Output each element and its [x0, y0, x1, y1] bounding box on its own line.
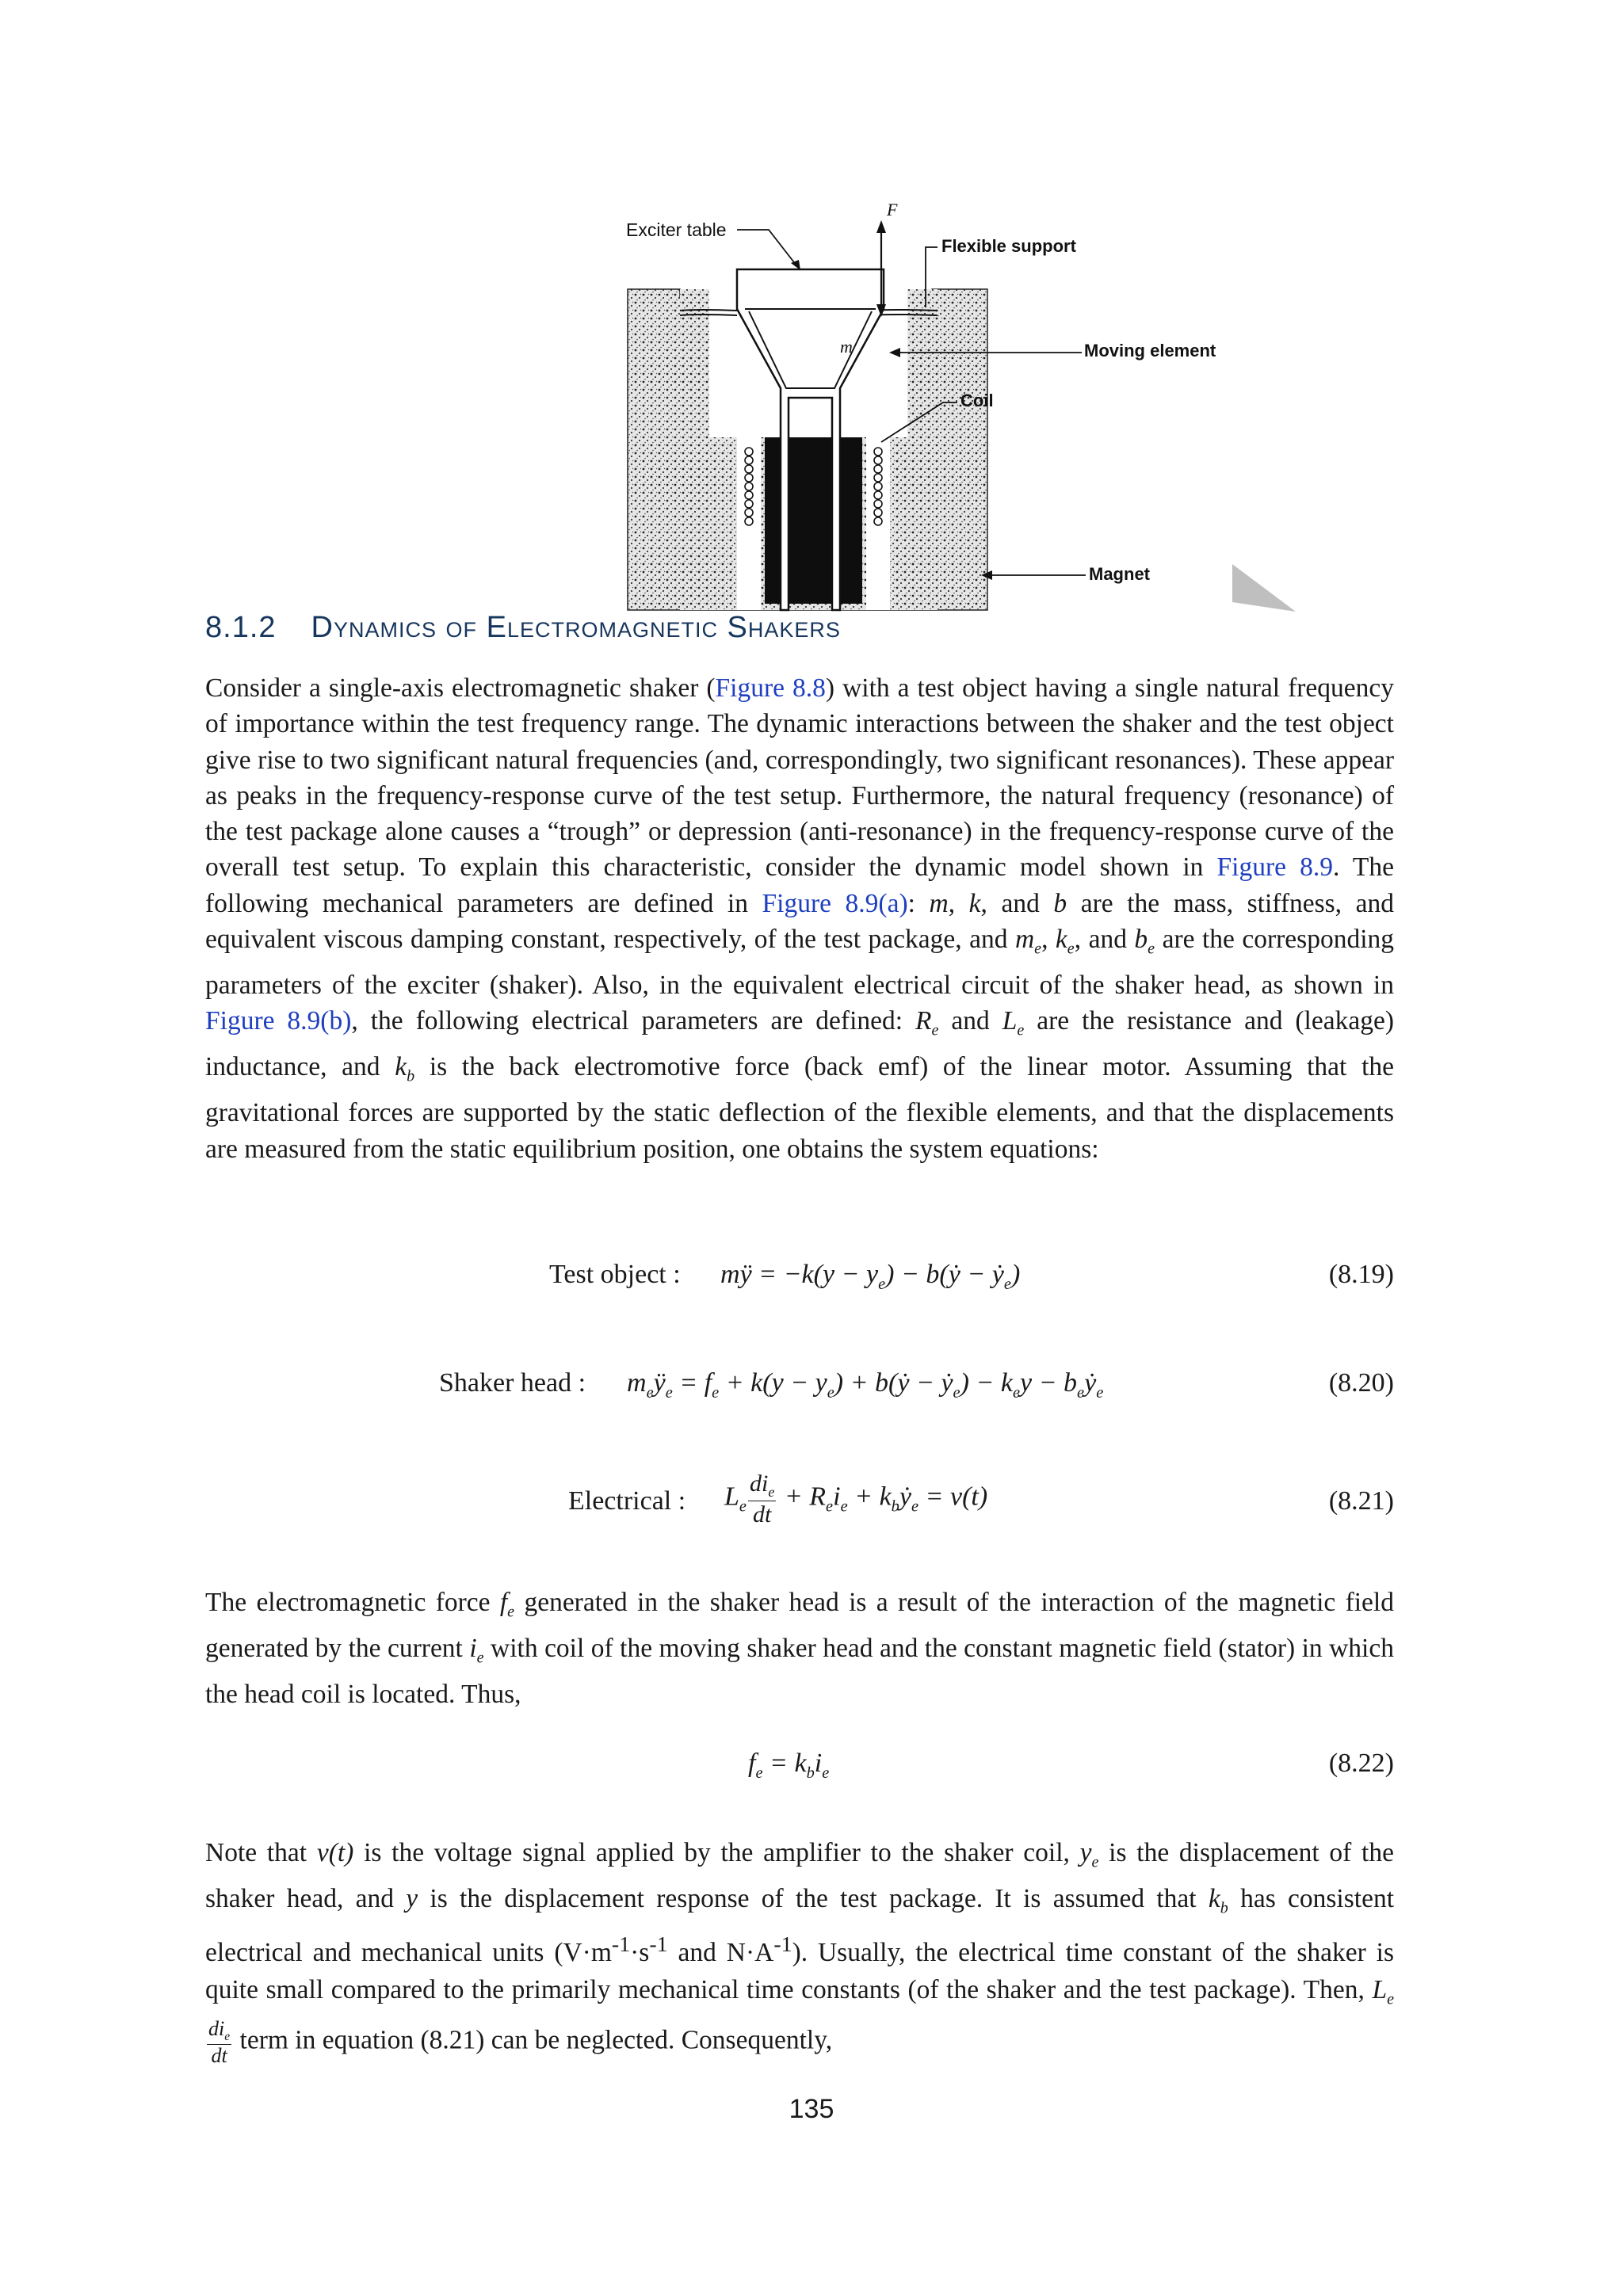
shaker-figure — [610, 190, 1284, 618]
equation-8-22 — [205, 1749, 1394, 1812]
moving-element-label: Moving element — [1084, 341, 1216, 360]
flexible-support-left — [680, 310, 737, 311]
mass-label: m — [840, 337, 853, 357]
body-paragraph-1: Consider a single-axis electromagnetic shaker (Figure 8.8) with a test object having a single natural frequency of importance within the test frequency range. The dynamic interactions between the shaker and the test object give rise to two significant natural frequencies (and, correspondingly, two significant resonances). These appear as peaks in the frequency-response curve of the test setup. Furthermore, the natural frequency (resonance) of the test package alone causes a “trough” or depression (anti-resonance) in the frequency-response curve of the overall test setup. To explain this characteristic, consider the dynamic model shown in Figure 8.9. The following mechanical parameters are defined in Figure 8.9(a): m, k, and b are the mass, stiffness, and equivalent viscous damping constant, respectively, of the test package, and $m_e$, $k_e$, and $b_e$ are the corresponding parameters of the exciter (shaker). Also, in the equivalent electrical circuit of the shaker head, as shown in Figure 8.9(b), the following electrical parameters are defined: $R_e$ and $L_e$ are the resistance and (leakage) inductance, and $k_b$ is the back electromotive force (back emf) of the linear motor. Assuming that the gravitational forces are supported by the static deflection of the flexible elements, and that the displacements are measured from the static equilibrium position, one obtains the system equations: — [205, 673, 1394, 1164]
flexible-support-label: Flexible support — [941, 236, 1076, 256]
figure-8-8-link[interactable]: Figure 8.8 — [715, 673, 826, 703]
section-title: Dynamics of Electromagnetic Shakers — [311, 611, 841, 644]
eq-body: $L_e$ $\frac{di_e}{dt}$ + $R_ei_e$ + $k_bẏ_e = v(t)$ — [724, 1470, 988, 1527]
shaker-diagram — [610, 190, 1284, 618]
eq-number: (8.21) — [1328, 1486, 1394, 1516]
figure-8-9b-link[interactable]: Figure 8.9(b) — [205, 1006, 352, 1036]
next-page-arrow-icon — [1232, 564, 1300, 612]
figure-8-9-link[interactable]: Figure 8.9 — [1216, 852, 1334, 883]
equation-8-19 — [205, 1260, 1394, 1323]
eq-number: (8.22) — [1328, 1749, 1394, 1778]
section-number: 8.1.2 — [205, 611, 277, 644]
eq-label: Shaker head : — [439, 1368, 586, 1398]
magnet-label: Magnet — [1089, 564, 1150, 584]
fraction: $\frac{di_e}{dt}$ — [749, 1470, 775, 1527]
force-label: F — [887, 200, 898, 219]
eq-label: Test object : — [549, 1260, 681, 1289]
exciter-table-label: Exciter table — [626, 219, 727, 240]
body-paragraph-2: The electromagnetic force $f_e$ generated in the shaker head is a result of the interaction of the magnetic field generated by the current $i_e$ with coil of the moving shaker head and the constant magnetic field (stator) in which the head coil is located. Thus, — [205, 1588, 1394, 1709]
eq-body: mÿ = $-k(y - y_e)$ − b(ẏ − ẏ$_e$) — [720, 1260, 1021, 1293]
coil-label: Coil — [960, 391, 994, 410]
equation-8-21 — [205, 1470, 1394, 1550]
eq-body: $f_e = k_bi_e$ — [748, 1749, 830, 1782]
equation-8-20 — [205, 1368, 1394, 1432]
fraction: $\frac{di_e}{dt}$ — [208, 2017, 231, 2067]
figure-8-9a-link[interactable]: Figure 8.9(a) — [762, 888, 908, 918]
magnet-pole — [765, 437, 862, 604]
eq-label: Electrical : — [568, 1486, 686, 1516]
section-heading — [205, 611, 841, 645]
eq-number: (8.20) — [1328, 1368, 1394, 1398]
eq-body: $m_eÿ_e = f_e + k(y - y_e)$ + b(ẏ − ẏ$_e$) − $k_ey$ − $b_eẏ_e$ — [627, 1368, 1104, 1402]
page-number: 135 — [789, 2094, 834, 2124]
eq-number: (8.19) — [1328, 1260, 1394, 1289]
body-paragraph-3: Note that v(t) is the voltage signal applied by the amplifier to the shaker coil, $y_e$ is the displacement of the shaker head, and y is the displacement response of the test package. It is assumed that $k_b$ has consistent electrical and mechanical units ($V\cdot m^{-1}\cdot s^{-1}$ and $N\cdot A^{-1}$). Usually, the electrical time constant of the shaker is quite small compared to the primarily mechanical time constants (of the shaker and the test package). Then, $L_e$ $\frac{di_e}{dt}$ term in equation (8.21) can be neglected. Consequently, — [205, 1838, 1395, 2067]
